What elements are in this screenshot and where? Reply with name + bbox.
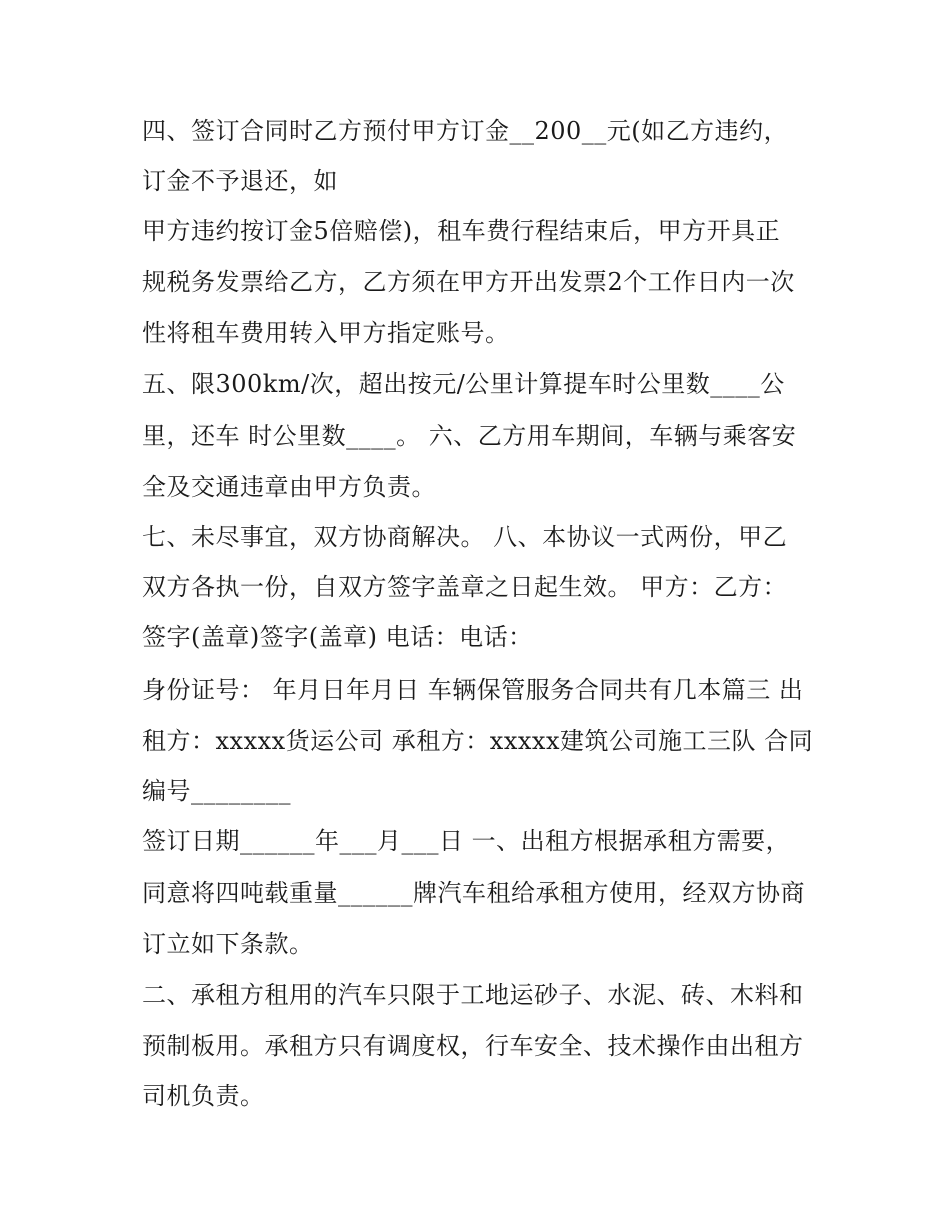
text-line-8: 全及交通违章由甲方负责。 bbox=[142, 473, 436, 501]
text-line-15: 签订日期______年___月___日 一、出租方根据承租方需要， bbox=[142, 827, 791, 855]
text-line-2: 订金不予退还，如 bbox=[142, 167, 338, 195]
text-line-11: 签字(盖章)签字(盖章) 电话：电话： bbox=[142, 623, 533, 651]
text-line-18: 二、承租方租用的汽车只限于工地运砂子、水泥、砖、木料和 bbox=[142, 981, 804, 1009]
text-line-10: 双方各执一份，自双方签字盖章之日起生效。 甲方：乙方： bbox=[142, 573, 788, 601]
text-line-19: 预制板用。承租方只有调度权，行车安全、技术操作由出租方 bbox=[142, 1032, 804, 1060]
text-line-12: 身份证号： 年月日年月日 车辆保管服务合同共有几本篇三 出 bbox=[142, 676, 804, 704]
text-line-16: 同意将四吨载重量______牌汽车租给承租方使用，经双方协商 bbox=[142, 879, 805, 907]
text-line-13: 租方：xxxxx货运公司 承租方：xxxxx建筑公司施工三队 合同 bbox=[142, 727, 814, 755]
text-line-1: 四、签订合同时乙方预付甲方订金__200__元(如乙方违约， bbox=[142, 117, 789, 145]
text-line-3: 甲方违约按订金5倍赔偿)，租车费行程结束后，甲方开具正 bbox=[142, 217, 781, 245]
text-line-14: 编号________ bbox=[142, 777, 291, 805]
text-line-20: 司机负责。 bbox=[142, 1082, 265, 1110]
text-line-7: 里，还车 时公里数____。 六、乙方用车期间，车辆与乘客安 bbox=[142, 422, 797, 450]
text-line-5: 性将租车费用转入甲方指定账号。 bbox=[142, 319, 510, 347]
text-line-6: 五、限300km/次，超出按元/公里计算提车时公里数____公 bbox=[142, 370, 785, 398]
text-line-17: 订立如下条款。 bbox=[142, 930, 314, 958]
text-line-4: 规税务发票给乙方，乙方须在甲方开出发票2个工作日内一次 bbox=[142, 268, 795, 296]
text-line-9: 七、未尽事宜，双方协商解决。 八、本协议一式两份，甲乙 bbox=[142, 523, 788, 551]
